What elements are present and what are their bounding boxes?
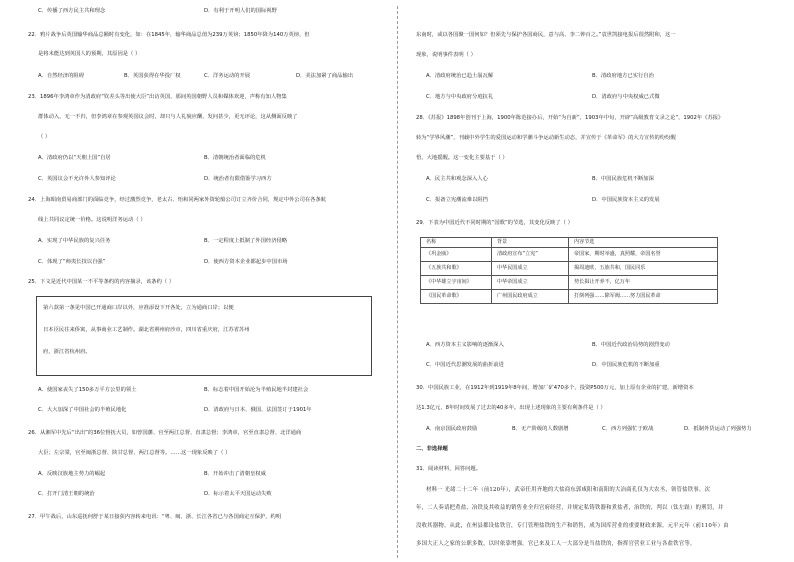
q31-material-line2: 年，二人奏请把煮盐、冶铁及其收益的销售业全归官府经营，并规定私铸铁器和煮盐者，治铁的，判以（钛左趾）的刑罚，并 — [416, 505, 724, 511]
q26-option-b: B．开始冲击了清朝皇权威 — [204, 471, 266, 477]
q21-option-d: D．有利于开明人们的国际视野 — [204, 8, 277, 14]
q24-stem-line2: 线上共同议定统一价格。这说明洋务运动（ ） — [38, 217, 146, 223]
q31-stem: 31．阅读材料，回答问题。 — [416, 466, 482, 472]
q25-source-line2: 日本臣民往来侨寓，从事商业工艺制作。湖北省荆州府沙市，四川省重庆府，江苏省苏州 — [43, 327, 250, 333]
column-divider — [397, 6, 398, 558]
q24-stem-line1: 24．上海昭南贸易商部门的面临竞争，经过激烈竞争，老太古、怡和同两家外资轮船公司订立齐价合同，规定中外公司在各条航 — [28, 197, 327, 203]
q25-source-box — [36, 296, 372, 376]
q28-stem-line2: 转为“学界风潮”，刊载中外学生的爱国运动和学潮斗争运动新生动态，并宣传于《革命军》的大力宣传的纷纷醒 — [416, 135, 676, 141]
q30-option-c: C．西方列强忙于欧战 — [602, 426, 654, 432]
q22-option-a: A．自然经济的阻碍 — [38, 73, 84, 79]
q29-option-d: D．中国民族危机的不断加重 — [592, 362, 660, 368]
q29-anthem-table — [420, 237, 718, 304]
q28-option-c: C．报备立宪潮流难以阻挡 — [426, 197, 488, 203]
q23-stem-line2: 群体动入，无一不归，但李鸿章在参观英国议会时，却只与人礼貌应酬，发问甚少，更无评论，这从侧面反映了 — [38, 114, 298, 120]
q23-option-a: A．清政府仍以“天朝上国”自居 — [38, 155, 111, 161]
q22-stem-line2: 是将未能达到英国人的预期，其原因是（ ） — [38, 51, 141, 57]
q22-option-b: B．英国获得在华投厂权 — [124, 73, 181, 79]
table-cell: 帝国家，期时举盛，真照耀，帝国名誉 — [569, 248, 718, 262]
table-header-cell: 内容节选 — [569, 238, 718, 248]
table-header-row — [421, 238, 718, 248]
q22-option-d: D．美法加紧了商品输出 — [296, 73, 354, 79]
q28-stem-line3: 悟，大地摇醒。这一变化主要基于（ ） — [416, 155, 508, 161]
q24-option-d: D．使西方资本企业都起步中国市场 — [204, 259, 288, 265]
q30-option-a: A．南京国民政府鼓励 — [426, 426, 478, 432]
q27-stem-cont-line2: 现象，说明事件表明（ ） — [416, 52, 476, 58]
q24-option-a: A．实现了中华民族的复兴任务 — [38, 238, 111, 244]
q24-option-c: C．体现了“师夷长技以自强” — [38, 259, 106, 265]
q24-option-b: B．一定程度上抵制了外国经济侵略 — [204, 238, 288, 244]
table-cell: 打倒列强……除军阀……努力国民革命 — [569, 290, 718, 304]
table-header-cell: 名称 — [421, 238, 492, 248]
q28-option-a: A．民主共和观念深入人心 — [426, 176, 488, 182]
table-cell: 广州国民政府成立 — [492, 290, 569, 304]
q30-option-d: D．抵制外货运动了列强势力 — [684, 426, 752, 432]
table-cell: 势长揖让开养不，亿万年 — [569, 276, 718, 290]
q23-option-b: B．清朝统治者面临的危机 — [204, 155, 266, 161]
q26-option-c: C．打开门清王朝的统治 — [38, 491, 95, 497]
q25-option-a: A．使国家丧失了150多万平方公里的领土 — [38, 387, 137, 393]
q25-source-line1: 第六款第一条见中国已开通商口岸以外，应准添设下开各处，立为通商口岸；以便 — [43, 305, 234, 311]
table-cell: 《国民革命歌》 — [421, 290, 492, 304]
q22-stem-line1: 22．鸦片战争后英国输华商品总额时有变化，如：在1845年，输华商品总值为239万英镑；1850年降为140万英镑，但 — [28, 32, 310, 38]
q27-option-b: B．清政府地方已实行自治 — [592, 73, 654, 79]
q21-option-c: C．传播了西方民主共和理念 — [38, 8, 106, 14]
q25-stem: 25．下文是近代中国某一不平等条约的内容摘录，该条约（ ） — [28, 279, 175, 285]
q31-material-line3: 没收其器物。从此，在州县都设盐铁官，专门管理盐铁的生产和销售，成为国库营业的重要财政来源。元平元年（前110年）由 — [416, 523, 729, 529]
table-row — [421, 276, 718, 290]
q31-material-line4: 多国大正人之家的公职多数，以时依靠增强。官已来及工人一大部分是当盐铁的，指挥官营业工业与各盐铁官等。 — [416, 541, 696, 547]
q27-option-d: D．清政府与中央权威已式微 — [592, 94, 660, 100]
q29-option-c: C．中国近代思潮发展的曲折前进 — [426, 362, 504, 368]
q26-option-d: D．标示着太平天国运动失败 — [204, 491, 272, 497]
q27-option-c: C．地方与中央政府分庭抗礼 — [426, 94, 494, 100]
table-cell: 《中华雄立宇宙间》 — [421, 276, 492, 290]
table-cell: 中华民国成立 — [492, 262, 569, 276]
q23-stem-line1: 23．1896年李鸿章作为清政府“钦差头等出使大臣”出访英国，那间英国朝野人员和媒体欢迎，声称有知人物集 — [28, 94, 287, 100]
q29-option-b: B．中国近代政治局势的剧烈变动 — [592, 342, 670, 348]
table-row — [421, 248, 718, 262]
section-heading: 二、非选择题 — [416, 446, 448, 452]
q30-stem-line2: 达1.3亿元，8年时间发展了过去的40多年。出现上述现象的主要有利条件是（ ） — [416, 405, 606, 411]
table-row — [421, 290, 718, 304]
table-cell: 《巩金瓯》 — [421, 248, 492, 262]
q27-option-a: A．清政府统治已趋土崩瓦解 — [426, 73, 494, 79]
q22-option-c: C．洋务运动的开展 — [204, 73, 251, 79]
table-cell: 中华帝国成立 — [492, 276, 569, 290]
q29-option-a: A．西方资本主义影响的逐渐深入 — [426, 342, 504, 348]
table-cell: 清政府宣布“立宪” — [492, 248, 569, 262]
q26-stem-line1: 26．从湘军中先后“出出”的36位督抚大员，如曾国藩、官至两江总督、直隶总督；李鸿章，官至直隶总督、北洋通商 — [28, 430, 302, 436]
table-cell: 《五族共和歌》 — [421, 262, 492, 276]
q25-option-b: B．标志着中国开始沦为半殖民地半封建社会 — [204, 387, 309, 393]
table-row — [421, 262, 718, 276]
q26-option-a: A．反映汉族地主势力的崛起 — [38, 471, 106, 477]
q30-option-b: B．无产阶级的人数剧增 — [512, 426, 569, 432]
q28-option-d: D．中国民族资本主义的发展 — [592, 197, 660, 203]
q23-stem-line3: （ ） — [38, 134, 51, 140]
q23-option-d: D．统治者有限借鉴学习西方 — [204, 176, 272, 182]
q30-stem-line1: 30．中国民族工业，在1912年到1919年8年间，增加厂矿470多个，投资P500万元，加上原有企业的扩建，新增资本 — [416, 385, 694, 391]
q29-stem: 29．下表为中国近代不同时期的“国歌”的节选，其变化反映了（ ） — [416, 220, 573, 226]
q23-option-c: C．英国议会不允许外人参知评论 — [38, 176, 116, 182]
table-header-cell: 背景 — [492, 238, 569, 248]
q25-source-line3: 府，浙江省杭州府。 — [43, 349, 91, 355]
q27-stem-cont-line1: 东南时，或以各国聚一国何如？但须先与保护各国商民，意与高、李二钟百之。”袁世凯接电报后很然附和，这一 — [416, 32, 676, 38]
table-cell: 揭周迪欧，五族共和，国民同乐 — [569, 262, 718, 276]
q28-option-b: B．中国民族危机不断加深 — [592, 176, 654, 182]
q26-stem-line2: 大臣；左宗棠，官至闽浙总督、陕甘总督、两江总督等。……这一现象反映了（ ） — [38, 450, 231, 456]
q31-material-line1: 材料一 光绪二十二年（前120年），武帝任用齐地的大盐商东郭咸阳和南阳的大冶商孔仅为大农丞，领管盐铁事。次 — [426, 487, 711, 493]
q25-option-c: C．大大加深了中国社会的半殖民地化 — [38, 407, 127, 413]
q25-option-d: D．清政府与日本、俄国、法国签订于1901年 — [204, 407, 312, 413]
q28-stem-line1: 28．《苏报》1898年创刊于上海，1900年陈范接办后，开始“为自新”，1903年中旬，开辟“高级教育文录之论”，1902年《苏报》 — [416, 115, 724, 121]
q27-stem: 27．甲午战后，山东巡抚何舒于某日接获内容转来电讯：“粤、闽、浙、长江各省已与各国商定互保护，约明 — [28, 514, 282, 520]
